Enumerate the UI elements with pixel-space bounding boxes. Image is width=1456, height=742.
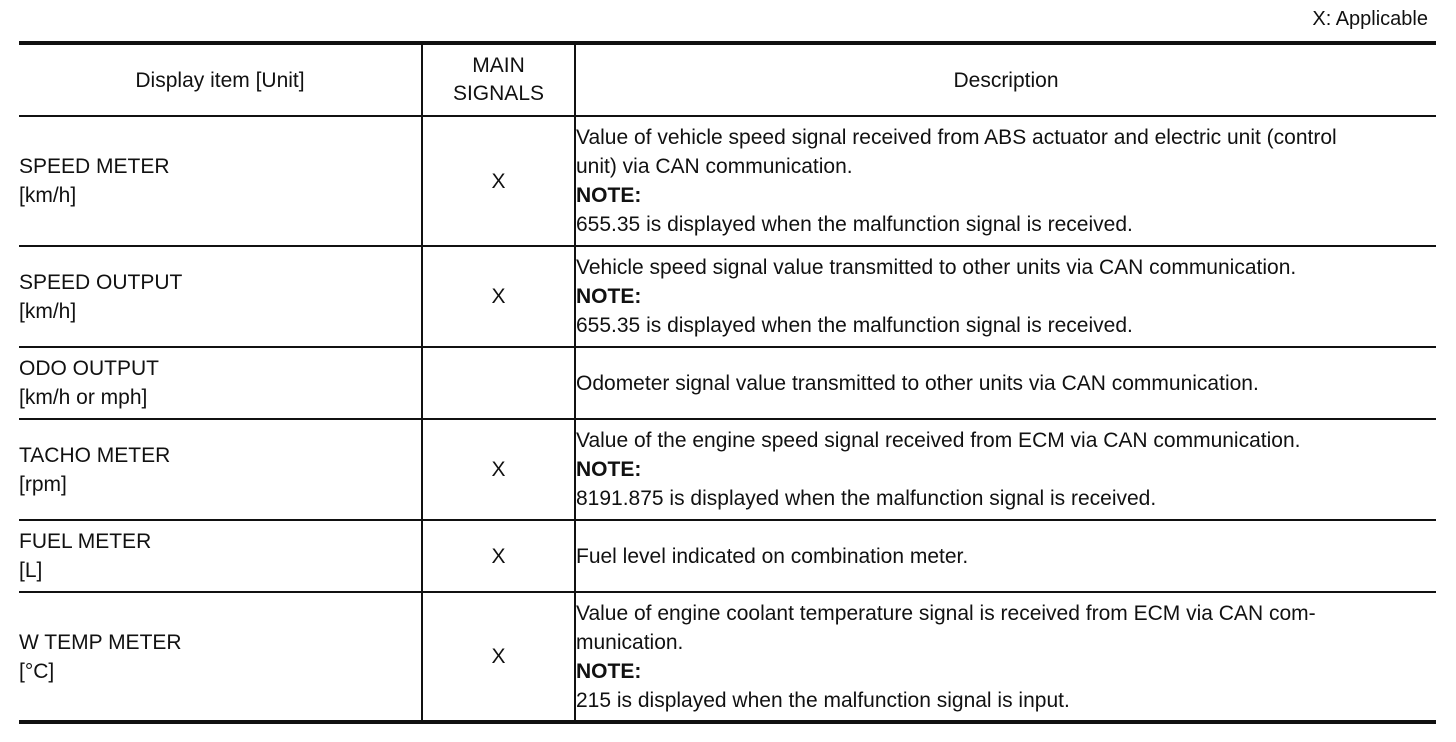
item-cell [19, 246, 422, 347]
table-row [19, 592, 1436, 722]
item-cell [19, 520, 422, 592]
main-signal-cell [422, 347, 575, 419]
note-text: 215 is displayed when the malfunction signal is input. [576, 688, 1070, 712]
description-text: Vehicle speed signal value transmitted to other units via CAN communication. [576, 256, 1297, 279]
header-main-line2: SIGNALS [452, 82, 545, 105]
item-name: FUEL METER [19, 530, 152, 553]
description-cell [575, 246, 1436, 347]
item-name: ODO OUTPUT [19, 357, 159, 380]
item-name: W TEMP METER [19, 630, 182, 654]
item-unit: [L] [19, 559, 43, 582]
item-unit: [km/h] [19, 184, 77, 207]
description-text: Value of vehicle speed signal received from ABS actuator and electric unit (control [576, 126, 1337, 149]
main-signal-cell: X [422, 520, 575, 592]
description-text: munication. [576, 630, 684, 654]
description-text: Fuel level indicated on combination meter. [576, 544, 969, 568]
note-text: 655.35 is displayed when the malfunction signal is received. [576, 314, 1133, 337]
applicable-legend: X: Applicable [1312, 8, 1428, 30]
note-text: 655.35 is displayed when the malfunction signal is received. [576, 213, 1133, 236]
description-text: Odometer signal value transmitted to other units via CAN communication. [576, 371, 1259, 395]
item-cell [19, 592, 422, 722]
main-signal-cell: X [422, 419, 575, 520]
header-description-label: Description [953, 68, 1059, 92]
description-cell [575, 520, 1436, 592]
item-unit: [km/h or mph] [19, 386, 148, 409]
note-label: NOTE: [576, 659, 642, 683]
item-name: SPEED METER [19, 155, 170, 178]
main-signal-cell: X [422, 116, 575, 246]
table-row [19, 116, 1436, 246]
description-text: unit) via CAN communication. [576, 155, 853, 178]
description-cell [575, 347, 1436, 419]
table-header-row [19, 43, 1436, 116]
note-label: NOTE: [576, 285, 642, 308]
table-row [19, 419, 1436, 520]
header-display-item [19, 43, 422, 116]
note-label: NOTE: [576, 184, 642, 207]
description-text: Value of the engine speed signal received from ECM via CAN communication. [576, 429, 1301, 452]
item-cell [19, 116, 422, 246]
header-display-item-label: Display item [Unit] [135, 68, 305, 92]
note-text: 8191.875 is displayed when the malfunction signal is received. [576, 487, 1157, 510]
main-signal-cell: X [422, 246, 575, 347]
description-cell [575, 592, 1436, 722]
data-monitor-table [19, 41, 1436, 724]
item-unit: [km/h] [19, 299, 77, 323]
table-row [19, 246, 1436, 347]
table-row [19, 347, 1436, 419]
header-description [575, 43, 1436, 116]
item-name: TACHO METER [19, 443, 171, 467]
item-unit: [rpm] [19, 472, 67, 496]
note-label: NOTE: [576, 458, 642, 481]
description-cell [575, 116, 1436, 246]
header-main-line1: MAIN [472, 54, 525, 77]
table-row [19, 520, 1436, 592]
item-cell [19, 347, 422, 419]
main-signal-cell: X [422, 592, 575, 722]
item-unit: [°C] [19, 659, 55, 683]
item-name: SPEED OUTPUT [19, 270, 183, 294]
description-cell [575, 419, 1436, 520]
description-text: Value of engine coolant temperature signal is received from ECM via CAN com- [576, 601, 1316, 625]
header-main-signals [422, 43, 575, 116]
item-cell [19, 419, 422, 520]
